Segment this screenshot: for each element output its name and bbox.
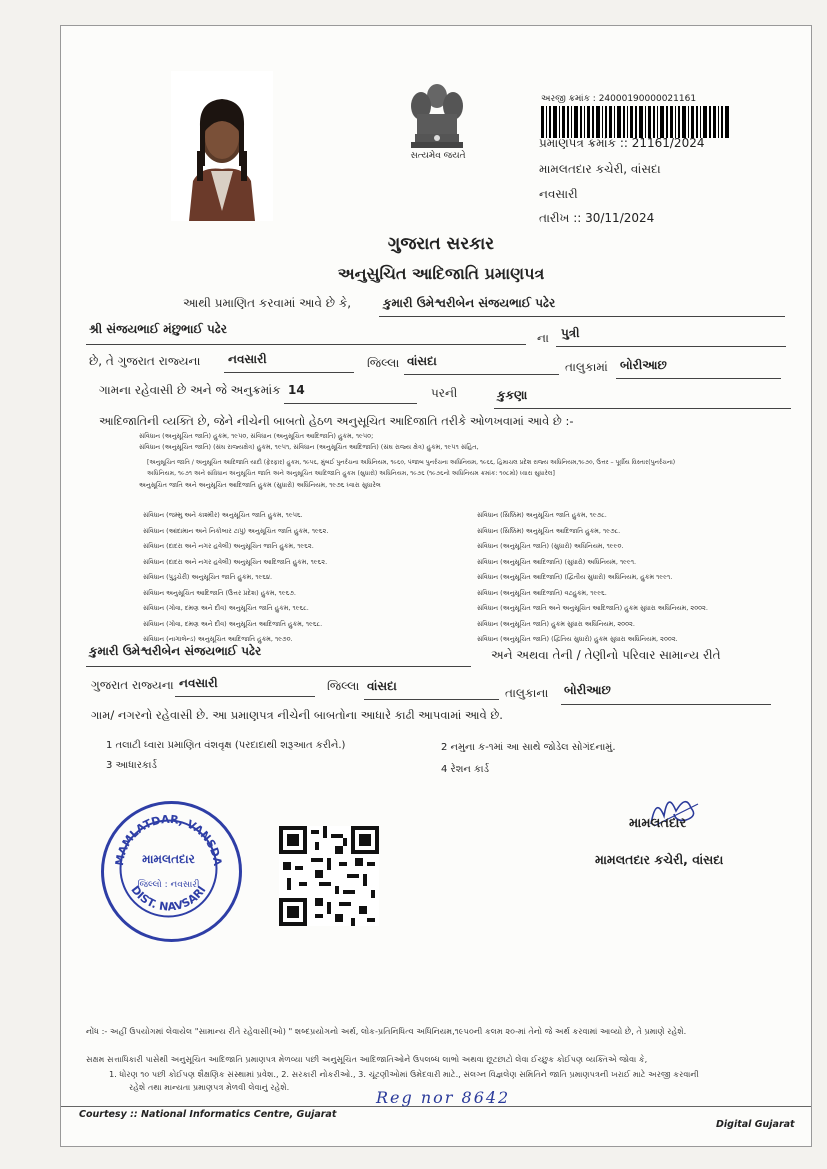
doc-item: 3 આધારકાર્ડ [106,760,157,771]
family-village-value: બોરીઆછ [564,683,611,697]
family-name: કુમારી ઉમેશ્વરીબેન સંજયભાઈ પઢેર [89,644,262,658]
order-line: સંવિધાન (અનુસૂચિત જાતિ) (સંઘ રાજ્યક્ષેત્ર) હુકમ, ૧૯૫૧, સંવિધાન (અનુસૂચિત આદિજાતિ) (સંઘ રાજ્ય ક્ષેત્ર) હુકમ, ૧૯૫૧ સંહિત, [139,443,479,451]
order-left-line: સંવિધાન (દાદરા અને નગર હવેલી) અનુસૂચિત જાતિ હુકમ, ૧૯૬૨. [143,542,314,550]
order-left-line: સંવિધાન (દાદરા અને નગર હવેલી) અનુસૂચિત આદિજાતિ હુકમ, ૧૯૬૨. [143,557,328,566]
applicant-name: કુમારી ઉમેશ્વરીબેન સંજયભાઈ પઢેર [383,296,556,310]
family-taluka-underline [364,699,499,700]
official-stamp [101,801,242,942]
order-right-line: સંવિધાન (અનુસૂચિત જાતિ) હુકમ સુધારા અધિનિયમ, ૨૦૦૨. [477,619,635,628]
na-text: ના [537,331,549,345]
taluka-value: વાંસદા [407,354,437,368]
talukama-label: તાલુકામાં [565,360,608,374]
district-value: નવસારી [228,352,267,366]
anukram-underline [284,403,417,404]
district-name: નવસારી [539,187,578,201]
stamp-district-text: જિલ્લો : નવસારી [137,880,200,890]
signatory-office: મામલતદાર કચેરી, વાંસદા [595,852,724,867]
order-line: અધિનિયમ, ૧૯૭૧ અને સંવિધાન અનુસૂચિત જાતિ અને અનુસૂચિત આદિજાતિ હુકમ (સુધારો) અધિનિયમ, ૧૯૭૬ (૧૯૭૬નો અધિનિયમ ક્રમાંક: ૧૦૮મો) ધ્વારા સુધારેલ] [147,470,555,477]
application-number: અરજી ક્રમાંક : 24000190000021161 [541,94,697,104]
office-name: મામલતદાર કચેરી, વાંસદા [539,162,661,176]
order-left-line: સંવિધાન (પુડુચેરી) અનુસૂચિત જાતિ હુકમ, ૧૯૬૪. [143,573,273,581]
order-right-line: સંવિધાન (અનુસૂચિત આદિજાતિ) વટહુકમ, ૧૯૯૬. [477,588,607,597]
family-village-underline [561,704,771,705]
order-left-line: સંવિધાન અનુસૂચિત આદિજાતિ (ઉત્તર પ્રદેશ) હુકમ, ૧૯૬૭. [143,588,296,597]
gam-text: ગામના રહેવાસી છે અને જે અનુક્રમાંક [99,383,281,397]
qr-code [279,826,379,926]
resident-text: ગામ/ નગરનો રહેવાસી છે. આ પ્રમાણપત્ર નીચેની બાબતોના આધારે કાઢી આપવામાં આવે છે. [91,708,503,722]
digital-gujarat-text: Digital Gujarat [716,1119,795,1130]
doc-item: 4 રેશન કાર્ડ [441,764,490,775]
orders-left [143,508,328,648]
family-district-value: નવસારી [179,676,218,690]
stamp-top-text: MAMLATDAR, VANSDA [112,812,225,867]
family-district-underline [175,696,315,697]
handwritten-registration: Reg nor 8642 [376,1088,511,1107]
relation-underline [556,346,786,347]
father-name: શ્રી સંજયભાઈ મંછુભાઈ પઢેર [89,322,227,336]
govt-title: ગુજરાત સરકાર [387,234,495,254]
jilla-label: જિલ્લા [367,356,400,370]
applicant-photo [171,71,273,221]
family-jilla-label: જિલ્લા [327,679,360,693]
order-right-line: સંવિધાન (અનુસૂચિત જાતિ) (દ્વિતિય સુધારો) હુકમ સુધારા અધિનિયમ, ૨૦૦૨. [477,635,678,643]
taluka-underline [404,374,559,375]
family-talukana-label: તાલુકાના [505,686,549,700]
order-line: અનુસૂચિત જાતિ અને અનુસૂચિત આદિજાતિ હુકમ (સુધારો) અધિનિયમ, ૧૯૭૬ ધ્વારા સુધારેલ [139,481,381,489]
note-2: સક્ષમ સત્તાધિકારી પાસેથી અનુસૂચિત આદિજાતિ પ્રમાણપત્ર મેળવ્યા પછી અનુસૂચિત આદિજાતિઓને ઉપલબ્ધ લાભો અથવા છૂટછાટો લેવા ઈચ્છુક કોઈપણ વ્યક્તિએ જોવા કે, [86,1054,648,1064]
courtesy-text: Courtesy :: National Informatics Centre, Gujarat [79,1109,337,1120]
signatory-title: મામલતદાર [629,816,687,831]
certificate-number: પ્રમાણપત્ર ક્રમાંક :: 21161/2024 [539,136,705,150]
village-value: બોરીઆછ [620,358,667,372]
order-right-line: સંવિધાન (અનુસૂચિત આદિજાતિ) (દ્વિતીય સુધારો) અધિનિયમ, હુકમ ૧૯૯૧. [477,573,673,581]
satyamev-text: સત્યમેવ જયતે [410,151,466,161]
orders-top [139,431,675,491]
name-underline [379,316,785,317]
order-left-line: સંવિધાન (નાગાલેન્ડ) અનુસૂચિત આદિજાતિ હુકમ, ૧૯૭૦. [143,635,293,643]
certificate-title: અનુસુચિત આદિજાતિ પ્રમાણપત્ર [337,264,545,283]
district-underline [224,372,354,373]
relation-value: પુત્રી [561,326,580,340]
village-underline [616,378,781,379]
doc-item: 1 તલાટી ધ્વારા પ્રમાણિત વંશવૃક્ષ (પરદાદાથી શરૂઆત કરીને.) [106,740,346,751]
stamp-center-text: મામલતદાર [142,852,195,866]
order-right-line: સંવિધાન (અનુસૂચિત આદિજાતિ) (સુધારો) અધિનિયમ, ૧૯૯૧. [477,557,637,566]
order-left-line: સંવિધાન (આંદામાન અને નિકોબાર ટાપુ) અનુસૂચિત જાતિ હુકમ, ૧૯૬૨. [143,526,329,535]
order-right-line: સંવિધાન (અનુસૂચિત જાતિ અને અનુસૂચિત આદિજાતિ) હુકમ સુધારા અધિનિયમ, ૨૦૦૨. [477,604,708,612]
family-name-underline [86,666,471,667]
state-prefix: છે, તે ગુજરાત રાજ્યના [89,354,201,368]
father-underline [86,344,526,345]
certificate-date: તારીખ :: 30/11/2024 [539,211,655,225]
order-right-line: સંવિધાન (અનુસૂચિત જાતિ) (સુધારો) અધિનિયમ, ૧૯૯૦. [477,542,624,550]
parni-label: પરની [431,386,458,400]
aadijati-text: આદિજાતિની વ્યક્તિ છે, જેને નીચેની બાબતો હેઠળ અનુસૂચિત આદિજાતિ તરીકે ઓળખવામાં આવે છે :- [99,414,574,428]
family-taluka-value: વાંસદા [367,679,397,693]
doc-item: 2 નમુના ક-૧માં આ સાથે જોડેલ સોગંદનામું. [441,742,616,753]
stamp-bottom-text: DIST. NAVSARI [128,883,209,914]
order-line: [અનુસૂચિત જાતિ / અનુસૂચિત આદિજાતિ યાદી (ફેરફાર) હુકમ, ૧૯૫૬, મુંબઈ પુનર્રચના અધિનિયમ, ૧૯૬૦, પંજાબ પુનર્રચના અધિનિયમ, ૧૯૬૬, હિમાચલ પ્રદેશ રાજ્ય અધિનિયમ,૧૯૭૦, ઉત્તર – પૂર્વીય વિસ્તાર(પુનર્રચના) [147,459,676,466]
barcode [541,106,731,138]
anukram-value: 14 [288,383,305,397]
note-1: નોંધ :- અહીં ઉપયોગમાં લેવાયેલ "સામાન્ય રીતે રહેવાસી(ઓ) " શબ્દપ્રયોગનો અર્થ, લોક-પ્રતિનિધિત્વ અધિનિયમ,૧૯૫૦ની કલમ ૨૦-માં તેનો જે અર્થ કરવામાં આવ્યો છે, તે પ્રમાણે રહેશે. [86,1026,687,1036]
tribe-underline [494,408,791,409]
order-left-line: સંવિધાન (જમ્મુ અને કાશ્મીર) અનુસૂચિત જાતિ હુકમ, ૧૯૫૬. [143,511,303,519]
note-3: 1. ધોરણ ૧૦ પછી કોઈપણ શૈક્ષણિક સંસ્થામાં પ્રવેશ., 2. સરકારી નોકરીઓ., 3. ચૂંટણીઓમાં ઉમેદવારી માટે., સંલગ્ન વિજ્ઞલેણ સમિતિને જાતિ પ્રમાણપત્રની ખરાઈ માટે અરજી કરવાની [109,1069,699,1079]
order-line: સંવિધાન (અનુસૂચિત જાતિ) હુકમ, ૧૯૫૦, સંવિધાન (અનુસૂચિત આદિજાતિ) હુકમ, ૧૯૫૦; [139,432,374,440]
order-right-line: સંવિધાન (સિક્કિમ) અનુસૂચિત જાતિ હુકમ, ૧૯૭૮. [477,511,607,519]
national-emblem-icon [401,76,473,154]
intro-text: આથી પ્રમાણિત કરવામાં આવે છે કે, [183,296,352,310]
order-left-line: સંવિધાન (ગોવા, દમણ અને દીવ) અનુસૂચિત આદિજાતિ હુકમ, ૧૯૬૮. [143,619,323,628]
note-4: રહેશે તથા માન્યતા પ્રમાણપત્ર મેળવી લેવાનું રહેશે. [129,1082,290,1092]
tribe-value: કુકણા [497,388,528,402]
order-left-line: સંવિધાન (ગોવા, દમણ અને દીવ) અનુસૂચિત જાતિ હુકમ, ૧૯૬૮. [143,604,309,612]
family-state: ગુજરાત રાજ્યના [91,678,174,692]
family-text: અને અથવા તેની / તેણીનો પરિવાર સામાન્ય રીતે [491,648,721,662]
certificate-sheet [60,25,812,1147]
orders-right [477,508,708,648]
order-right-line: સંવિધાન (સિક્કિમ) અનુસૂચિત આદિજાતિ હુકમ, ૧૯૭૮. [477,526,621,535]
